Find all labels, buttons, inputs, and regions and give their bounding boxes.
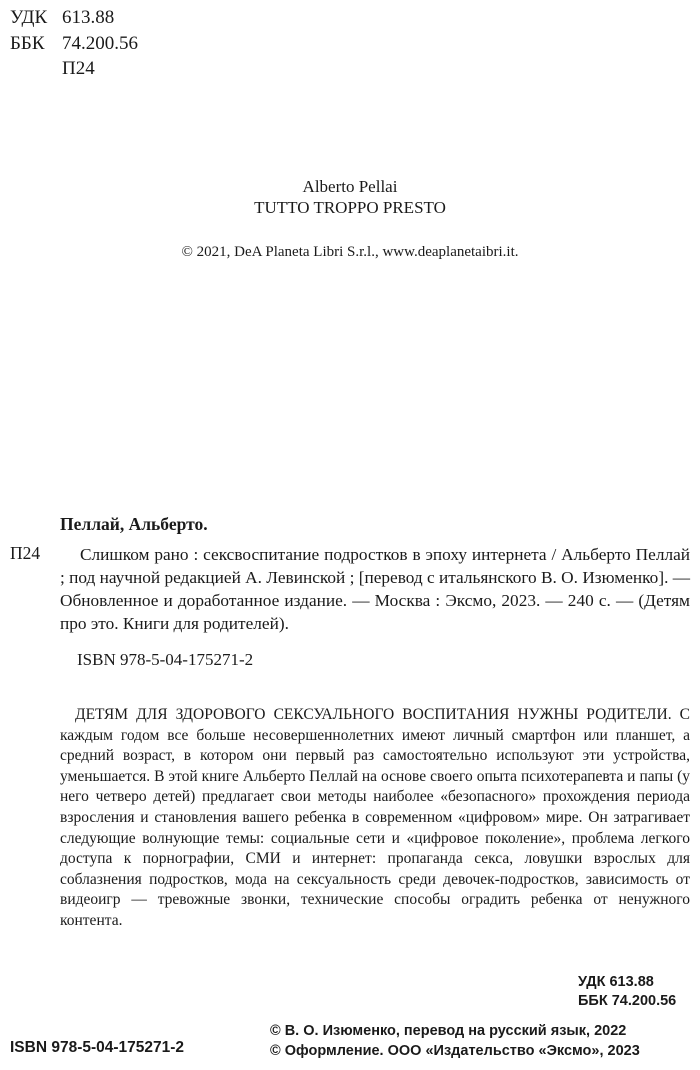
biblio-author-heading: Пеллай, Альберто. <box>60 514 208 534</box>
translation-copyright: © В. О. Изюменко, перевод на русский язык, 2022 <box>270 1023 627 1039</box>
biblio-isbn: ISBN 978-5-04-175271-2 <box>77 650 254 669</box>
bbk-code <box>10 32 138 56</box>
bottom-bbk: ББК 74.200.56 <box>578 993 677 1009</box>
original-title: TUTTO TROPPO PRESTO <box>254 198 446 217</box>
bbk-label: ББК <box>10 33 45 54</box>
original-author: Alberto Pellai <box>302 177 398 196</box>
udk-label: УДК <box>10 7 48 28</box>
biblio-author-mark: П24 <box>10 543 41 563</box>
bbk-value: 74.200.56 <box>62 33 138 54</box>
author-mark: П24 <box>62 58 95 79</box>
annotation-text: ДЕТЯМ ДЛЯ ЗДОРОВОГО СЕКСУАЛЬНОГО ВОСПИТАНИЯ НУЖНЫ РОДИТЕЛИ. С каждым годом все больше несовершеннолетних имеют личный смартфон или планшет, а средний возраст, в котором они первый раз самостоятельно используют эти устройства, уменьшается. В этой книге Альберто Пеллай на основе своего опыта психотерапевта и папы (у него четверо детей) предлагает свои методы наиболее «безопасного» прохождения периода взросления и становления вашего ребенка в современном «цифровом» мире. Он затрагивает следующие волнующие темы: социальные сети и «цифровое поколение», проблема легкого доступа к порнографии, СМИ и интернет: пропаганда секса, ловушки взрослых для соблазнения подростков, мода на сексуальность среди девочек-подростков, зависимость от видеоигр — тревожные звонки, технические способы оградить ребенка от ненужного контента. <box>60 706 690 929</box>
udk-value: 613.88 <box>62 7 115 28</box>
design-copyright: © Оформление. ООО «Издательство «Эксмо», 2023 <box>270 1043 640 1059</box>
footer-isbn: ISBN 978-5-04-175271-2 <box>10 1039 185 1056</box>
original-copyright: © 2021, DeA Planeta Libri S.r.l., www.deaplanetaibri.it. <box>181 244 519 260</box>
bottom-udk: УДК 613.88 <box>578 974 654 990</box>
biblio-description: Слишком рано : сексвоспитание подростков в эпоху интернета / Альберто Пеллай ; под научной редакцией А. Левинской ; [перевод с итальянского В. О. Изюменко]. — Обновленное и доработанное издание. — Москва : Эксмо, 2023. — 240 с. — (Детям про это. Книги для родителей). <box>60 545 690 633</box>
udk-code <box>10 6 114 30</box>
